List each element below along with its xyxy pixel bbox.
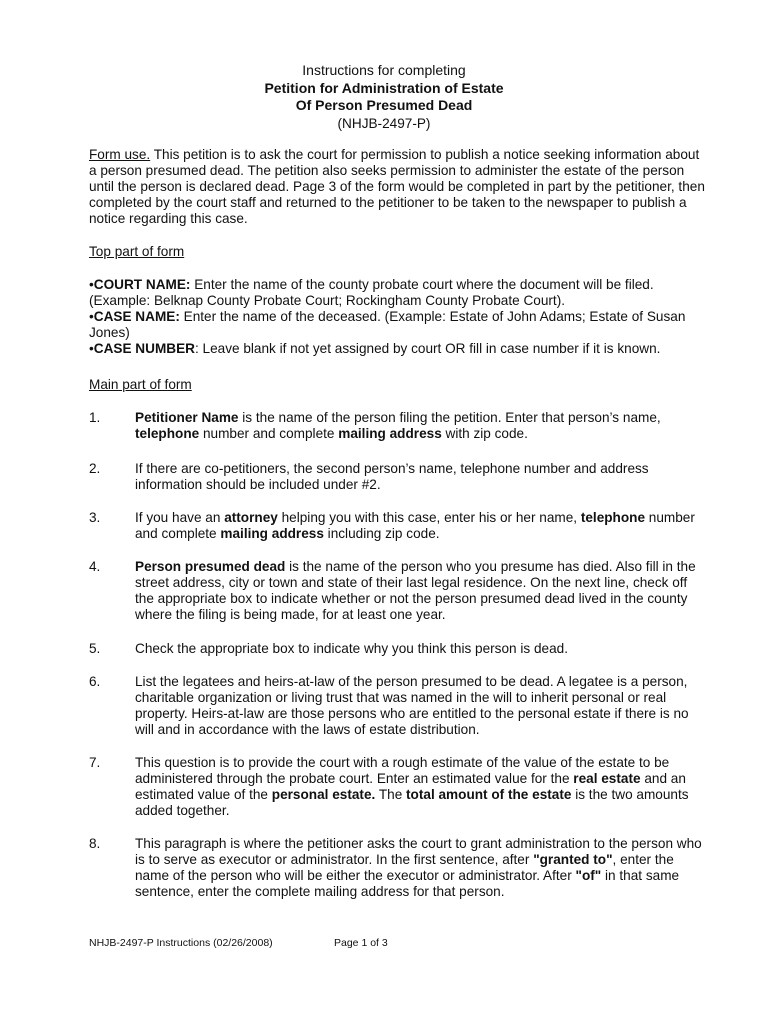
term-telephone: telephone: [580, 510, 646, 525]
term-granted-to: "granted to": [533, 852, 613, 867]
case-number-bullet: [89, 341, 709, 357]
top-part-bullets: [89, 277, 709, 357]
header-title-line-1: Petition for Administration of Estate: [264, 79, 504, 96]
item-text: [135, 641, 709, 657]
header-title-line-2: Of Person Presumed Dead: [295, 97, 473, 113]
item-text: [135, 755, 709, 819]
top-part-heading: Top part of form: [89, 244, 185, 259]
item-number: 6.: [89, 674, 101, 689]
case-name-label: CASE NAME:: [93, 309, 180, 324]
item-text-part: Check the appropriate box to indicate why you think this person is dead.: [135, 641, 568, 656]
item-text-part: This paragraph is where the petitioner asks the court to grant administration to the person who is to serve as executor or administrator. In the first sentence, after: [135, 836, 702, 867]
term-person-presumed-dead: Person presumed dead: [135, 559, 286, 574]
item-text: [135, 461, 709, 493]
term-mailing-address: mailing address: [338, 426, 442, 441]
item-text-part: If there are co-petitioners, the second person’s name, telephone number and address information should be included under #2.: [135, 461, 649, 492]
item-text-part: is the two amounts added together.: [135, 787, 689, 818]
term-real-estate: real estate: [573, 771, 641, 786]
item-text-part: is the name of the person who you presume has died. Also fill in the street address, city or town and state of their last legal residence. On the next line, check off the appropriate box to indicate whether or not the person presumed dead lived in the county where the filing is being made, for at least one year.: [135, 559, 696, 622]
term-personal-estate: personal estate.: [271, 787, 376, 802]
item-text: [135, 510, 709, 542]
item-number: 4.: [89, 559, 101, 574]
item-text-part: number and complete: [135, 510, 695, 541]
item-text-part: with zip code.: [441, 426, 528, 441]
bullet-mark: •: [89, 309, 94, 324]
main-part-heading: Main part of form: [89, 377, 192, 392]
case-number-text: : Leave blank if not yet assigned by court OR fill in case number if it is known.: [194, 341, 661, 356]
item-text-part: in that same sentence, enter the complete mailing address for that person.: [135, 868, 680, 899]
item-text-part: and an estimated value of the: [135, 771, 686, 802]
term-of: "of": [575, 868, 602, 883]
item-text: [135, 836, 709, 900]
item-text-part: , enter the name of the person who will be either the executor or administrator. After: [135, 852, 674, 883]
item-text-part: is the name of the person filing the petition. Enter that person’s name,: [238, 410, 661, 425]
case-name-text: Enter the name of the deceased. (Example: Estate of John Adams; Estate of Susan Jones): [89, 309, 686, 340]
item-number: 3.: [89, 510, 101, 525]
item-number: 5.: [89, 641, 101, 656]
form-use-heading: Form use.: [89, 147, 151, 162]
item-text-part: List the legatees and heirs-at-law of the person presumed to be dead. A legatee is a person, charitable organization or living trust that was named in the will to inherit personal or real property. Heirs-at-law are those persons who are entitled to the personal estate if there is no will and in accordance with the laws of estate distribution.: [135, 674, 689, 737]
item-text: [135, 410, 709, 442]
item-number: 7.: [89, 755, 101, 770]
case-number-label: CASE NUMBER: [93, 341, 195, 356]
term-mailing-address: mailing address: [220, 526, 324, 541]
form-use-paragraph: [89, 147, 709, 227]
item-text-part: helping you with this case, enter his or her name,: [277, 510, 581, 525]
court-name-bullet: [89, 277, 709, 309]
item-number: 2.: [89, 461, 101, 476]
document-header: [0, 62, 768, 132]
term-petitioner-name: Petitioner Name: [135, 410, 239, 425]
court-name-label: COURT NAME:: [93, 277, 191, 292]
case-name-bullet: [89, 309, 709, 341]
form-use-text: This petition is to ask the court for permission to publish a notice seeking information about a person presumed dead. The petition also seeks permission to administer the estate of the person until the person is declared dead. Page 3 of the form would be completed in part by the petitioner, then completed by the court staff and returned to the petitioner to be taken to the newspaper to publish a notice regarding this case.: [89, 147, 705, 226]
term-attorney: attorney: [224, 510, 278, 525]
item-text-part: The: [375, 787, 407, 802]
item-number: 1.: [89, 410, 101, 425]
bullet-mark: •: [89, 341, 94, 356]
item-text-part: If you have an: [135, 510, 225, 525]
header-form-code: (NHJB-2497-P): [337, 115, 431, 131]
term-total-amount: total amount of the estate: [406, 787, 572, 802]
item-text: [135, 559, 709, 623]
item-text: [135, 674, 709, 738]
item-text-part: including zip code.: [323, 526, 440, 541]
footer-form-id: NHJB-2497-P Instructions (02/26/2008): [89, 937, 273, 949]
item-text-part: This question is to provide the court with a rough estimate of the value of the estate to be administered through the probate court. Enter an estimated value for the: [135, 755, 670, 786]
header-intro: Instructions for completing: [302, 62, 466, 78]
bullet-mark: •: [89, 277, 94, 292]
footer-page-number: Page 1 of 3: [334, 937, 388, 949]
item-text-part: number and complete: [199, 426, 339, 441]
item-number: 8.: [89, 836, 101, 851]
court-name-text: Enter the name of the county probate court where the document will be filed. (Example: Belknap County Probate Court; Rockingham County Probate Court).: [89, 277, 654, 308]
term-telephone: telephone: [135, 426, 200, 441]
